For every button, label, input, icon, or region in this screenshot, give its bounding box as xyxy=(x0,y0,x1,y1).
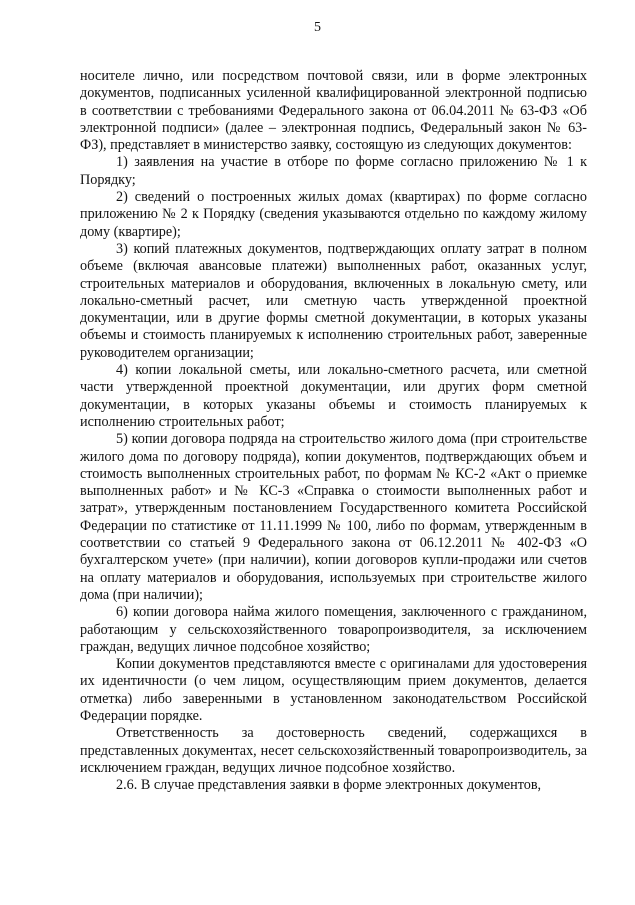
list-item: 2) сведений о построенных жилых домах (квартирах) по форме согласно приложению № 2 к Порядку (сведения указываются отдельно по каждому жилому дому (квартире); xyxy=(80,189,587,240)
paragraph: носителе лично, или посредством почтовой связи, или в форме электронных документов, подписанных усиленной квалифицированной электронной подписью в соответствии с требованиями Федерального закона от 06.04.2011 № 63-ФЗ «Об электронной подписи» (далее – электронная подпись, Федеральный закон № 63-ФЗ), представляет в министерство заявку, состоящую из следующих документов: xyxy=(80,68,587,154)
list-item: 1) заявления на участие в отборе по форме согласно приложению № 1 к Порядку; xyxy=(80,154,587,188)
list-item: 4) копии локальной сметы, или локально-сметного расчета, или сметной части утвержденной проектной документации, или других форм сметной документации, в которых указаны объемы и стоимость планируемых к исполнению строительных работ; xyxy=(80,362,587,430)
list-item: 3) копий платежных документов, подтверждающих оплату затрат в полном объеме (включая авансовые платежи) выполненных работ, оказанных услуг, строительных материалов и оборудования, включенных в локальную смету, или локально-сметный расчет, или сметную часть утвержденной проектной документации, или в другие формы сметной документации, в которых указаны объемы и стоимость планируемых к исполнению строительных работ, заверенные руководителем организации; xyxy=(80,240,587,361)
list-item: 5) копии договора подряда на строительство жилого дома (при строительстве жилого дома по договору подряда), копии документов, подтверждающих объем и стоимость выполненных строительных работ, по формам № КС-2 «Акт о приемке выполненных работ» и № КС-3 «Справка о стоимости выполненных работ и затрат», утвержденным постановлением Государственного комитета Российской Федерации по статистике от 11.11.1999 № 100, либо по формам, утвержденным в соответствии со статьей 9 Федерального закона от 06.12.2011 № 402-ФЗ «О бухгалтерском учете» (при наличии), копии договоров купли-продажи или счетов на оплату материалов и оборудования, используемых при строительстве жилого дома (при наличии); xyxy=(80,431,587,603)
paragraph: Ответственность за достоверность сведений, содержащихся в представленных документах, несет сельскохозяйственный товаропроизводитель, за исключением граждан, ведущих личное подсобное хозяйство. xyxy=(80,725,587,776)
paragraph: 2.6. В случае представления заявки в форме электронных документов, xyxy=(116,777,542,794)
paragraph: Копии документов представляются вместе с оригиналами для удостоверения их идентичности (о чем лицом, осуществляющим прием документов, делается отметка) либо заверенными в установленном законодательством Российской Федерации порядке. xyxy=(80,656,587,724)
document-body xyxy=(80,68,587,794)
page-number: 5 xyxy=(314,20,321,35)
list-item: 6) копии договора найма жилого помещения, заключенного с гражданином, работающим у сельскохозяйственного товаропроизводителя, за исключением граждан, ведущих личное подсобное хозяйство; xyxy=(80,604,587,655)
